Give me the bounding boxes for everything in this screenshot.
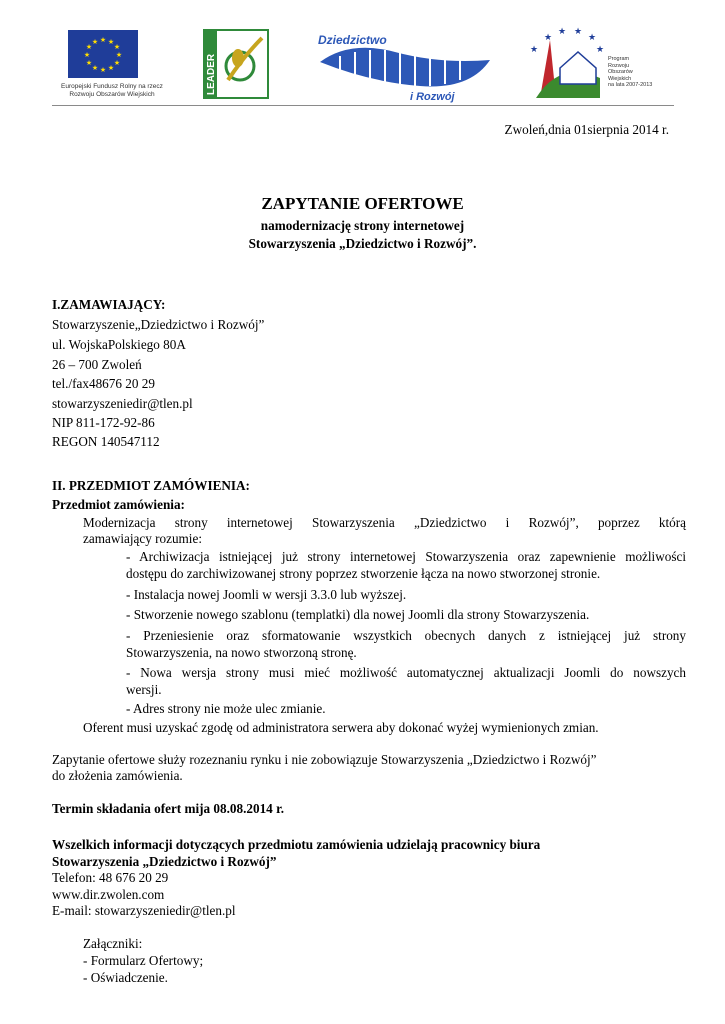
svg-text:★: ★: [587, 33, 597, 43]
header-divider: [52, 105, 674, 106]
prow-caption: [608, 56, 668, 89]
scope-item: - Nowa wersja strony musi mieć możliwość automatycznej aktualizacji Joomli do nowszych: [126, 665, 686, 680]
contact-phone: Telefon: 48 676 20 29: [52, 870, 169, 885]
svg-text:★: ★: [99, 36, 107, 44]
svg-text:★: ★: [529, 45, 539, 55]
attachment-item: - Oświadczenie.: [83, 970, 168, 985]
svg-text:★: ★: [107, 38, 115, 46]
orderer-city: 26 – 700 Zwoleń: [52, 357, 142, 372]
contact-heading-2: Stowarzyszenia „Dziedzictwo i Rozwój”: [52, 854, 277, 869]
svg-text:i Rozwój: i Rozwój: [410, 91, 455, 103]
prow-caption-line: Rozwoju: [608, 62, 630, 69]
svg-text:★: ★: [91, 38, 99, 46]
prow-caption-line: Obszarów: [608, 69, 633, 75]
orderer-street: ul. WojskaPolskiego 80A: [52, 337, 186, 352]
svg-text:★: ★: [113, 43, 121, 51]
svg-text:Dziedzictwo: Dziedzictwo: [318, 33, 387, 47]
scope-item-cont: Stowarzyszenia, na nowo stworzoną stronę.: [126, 645, 357, 660]
leader-logo-icon: [204, 30, 268, 98]
scope-item: - Instalacja nowej Joomli w wersji 3.3.0 lub wyższej.: [126, 587, 407, 602]
header-logos: [0, 0, 725, 110]
eu-flag-icon: [68, 30, 138, 78]
orderer-regon: REGON 140547112: [52, 434, 160, 449]
scope-item-cont: wersji.: [126, 682, 162, 697]
svg-text:★: ★: [543, 33, 553, 43]
prow-caption-line: Wiejskich: [608, 75, 632, 82]
eu-caption: Europejski Fundusz Rolny na rzecz Rozwoju Obszarów Wiejskich: [61, 83, 163, 98]
orderer-phone: tel./fax48676 20 29: [52, 376, 155, 391]
section-2-heading: II. PRZEDMIOT ZAMÓWIENIA:: [52, 478, 250, 493]
contact-heading-1: Wszelkich informacji dotyczących przedmiotu zamówienia udzielają pracownicy biura: [52, 837, 541, 852]
svg-text:★: ★: [557, 27, 567, 37]
svg-text:★: ★: [85, 59, 93, 67]
scope-item-cont: dostępu do zarchiwizowanej strony poprzez stworzenie łącza na nowo stworzonej stronie.: [126, 566, 601, 581]
svg-text:★: ★: [107, 64, 115, 72]
prow-caption-line: Program: [608, 56, 630, 62]
dir-logo-icon: [318, 33, 490, 103]
attachments-heading: Załączniki:: [83, 936, 143, 951]
svg-text:★: ★: [573, 27, 583, 37]
svg-text:★: ★: [91, 64, 99, 72]
orderer-email: stowarzyszeniedir@tlen.pl: [52, 396, 193, 411]
scope-intro-line-2: zamawiający rozumie:: [83, 531, 202, 546]
prow-logo-icon: [530, 27, 604, 98]
contact-email: E-mail: stowarzyszeniedir@tlen.pl: [52, 903, 236, 918]
market-survey-note-2: do złożenia zamówienia.: [52, 768, 183, 783]
svg-text:★: ★: [85, 43, 93, 51]
document-subtitle-1: namodernizację strony internetowej: [260, 218, 465, 233]
svg-text:★: ★: [83, 51, 91, 59]
section-2-subheading: Przedmiot zamówienia:: [52, 497, 185, 512]
document-subtitle-2: Stowarzyszenia „Dziedzictwo i Rozwój”.: [248, 236, 477, 251]
svg-text:★: ★: [99, 66, 107, 74]
contact-website: www.dir.zwolen.com: [52, 887, 165, 902]
place-date: Zwoleń,dnia 01sierpnia 2014 r.: [504, 122, 669, 137]
svg-text:LEADER: LEADER: [206, 53, 217, 95]
svg-text:★: ★: [595, 45, 605, 55]
document-title: ZAPYTANIE OFERTOWE: [261, 194, 464, 213]
market-survey-note-1: Zapytanie ofertowe służy rozeznaniu rynku i nie zobowiązuje Stowarzyszenia „Dziedzictwo i Rozwój”: [52, 752, 597, 767]
scope-item: - Stworzenie nowego szablonu (templatki) dla nowej Joomli dla strony Stowarzyszenia.: [126, 607, 590, 622]
orderer-name: Stowarzyszenie„Dziedzictwo i Rozwój”: [52, 317, 265, 332]
orderer-nip: NIP 811-172-92-86: [52, 415, 155, 430]
scope-item: - Przeniesienie oraz sformatowanie wszystkich obecnych danych z istniejącej już strony: [126, 628, 686, 643]
attachment-item: - Formularz Ofertowy;: [83, 953, 204, 968]
svg-text:★: ★: [115, 51, 123, 59]
scope-intro-line-1: Modernizacja strony internetowej Stowarzyszenia „Dziedzictwo i Rozwój”, poprzez którą: [83, 515, 686, 530]
svg-text:★: ★: [113, 59, 121, 67]
server-consent-note: Oferent musi uzyskać zgodę od administratora serwera aby dokonać wyżej wymienionych zmian.: [83, 720, 599, 735]
scope-item: - Adres strony nie może ulec zmianie.: [126, 701, 326, 716]
section-1-heading: I.ZAMAWIAJĄCY:: [52, 297, 166, 312]
scope-item: - Archiwizacja istniejącej już strony internetowej Stowarzyszenia oraz zapewnienie możliwości: [126, 549, 686, 564]
offer-deadline: Termin składania ofert mija 08.08.2014 r.: [52, 801, 285, 816]
prow-caption-line: na lata 2007-2013: [608, 82, 653, 88]
